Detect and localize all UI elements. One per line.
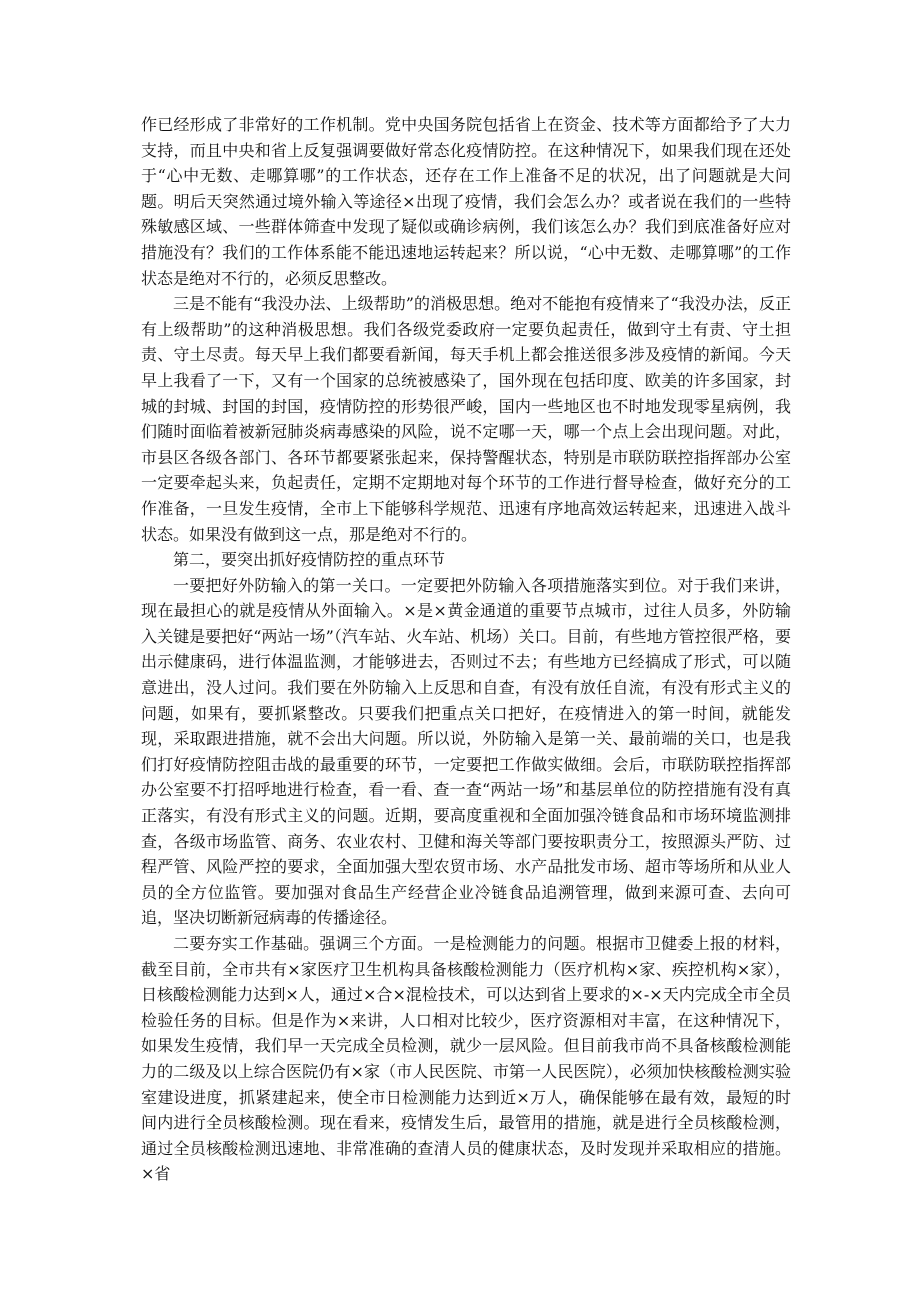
document-body	[141, 112, 791, 1187]
paragraph-no-negative-thinking: 三是不能有“我没办法、上级帮助”的消极思想。绝对不能抱有疫情来了“我没办法，反正有上级帮助”的这种消极思想。我们各级党委政府一定要负起责任，做到守土有责、守土担责、守土尽责。每天早上我们都要看新闻，每天手机上都会推送很多涉及疫情的新闻。今天早上我看了一下，又有一个国家的总统被感染了，国外现在包括印度、欧美的许多国家，封城的封城、封国的封国，疫情防控的形势很严峻，国内一些地区也不时地发现零星病例，我们随时面临着被新冠肺炎病毒感染的风险，说不定哪一天，哪一个点上会出现问题。对此，市县区各级各部门、各环节都要紧张起来，保持警醒状态，特别是市联防联控指挥部办公室一定要牵起头来，负起责任，定期不定期地对每个环节的工作进行督导检查，做好充分的工作准备，一旦发生疫情，全市上下能够科学规范、迅速有序地高效运转起来，迅速进入战斗状态。如果没有做到这一点，那是绝对不行的。	[141, 294, 791, 544]
paragraph-external-input: 一要把好外防输入的第一关口。一定要把外防输入各项措施落实到位。对于我们来讲，现在最担心的就是疫情从外面输入。×是×黄金通道的重要节点城市，过往人员多，外防输入关键是要把好“两站一场”（汽车站、火车站、机场）关口。目前，有些地方管控很严格，要出示健康码，进行体温监测，才能够进去，否则过不去；有些地方已经搞成了形式，可以随意进出，没人过问。我们要在外防输入上反思和自查，有没有放任自流，有没有形式主义的问题，如果有，要抓紧整改。只要我们把重点关口把好，在疫情进入的第一时间，就能发现，采取跟进措施，就不会出大问题。所以说，外防输入是第一关、最前端的关口，也是我们打好疫情防控阻击战的最重要的环节，一定要把工作做实做细。会后，市联防联控指挥部办公室要不打招呼地进行检查，看一看、查一查“两站一场”和基层单位的防控措施有没有真正落实，有没有形式主义的问题。近期，要高度重视和全面加强冷链食品和市场环境监测排查，各级市场监管、商务、农业农村、卫健和海关等部门要按职责分工，按照源头严防、过程严管、风险严控的要求，全面加强大型农贸市场、水产品批发市场、超市等场所和从业人员的全方位监管。要加强对食品生产经营企业冷链食品追溯管理，做到来源可查、去向可追，坚决切断新冠病毒的传播途径。	[141, 575, 791, 928]
paragraph-work-foundation: 二要夯实工作基础。强调三个方面。一是检测能力的问题。根据市卫健委上报的材料，截至目前，全市共有×家医疗卫生机构具备核酸检测能力（医疗机构×家、疾控机构×家），日核酸检测能力达到×人，通过×合×混检技术，可以达到省上要求的×-×天内完成全市全员检验任务的目标。但是作为×来讲，人口相对比较少，医疗资源相对丰富，在这种情况下，如果发生疫情，我们早一天完成全员检测，就少一层风险。但目前我市尚不具备核酸检测能力的二级及以上综合医院仍有×家（市人民医院、市第一人民医院），必须加快核酸检测实验室建设进度，抓紧建起来，使全市日检测能力达到近×万人，确保能够在最有效，最短的时间内进行全员核酸检测。现在看来，疫情发生后，最管用的措施，就是进行全员核酸检测，通过全员核酸检测迅速地、非常准确的查清人员的健康状态，及时发现并采取相应的措施。×省	[141, 934, 791, 1184]
paragraph-work-mechanism: 作已经形成了非常好的工作机制。党中央国务院包括省上在资金、技术等方面都给予了大力支持，而且中央和省上反复强调要做好常态化疫情防控。在这种情况下，如果我们现在还处于“心中无数、走哪算哪”的工作状态，还存在工作上准备不足的状况，出了问题就是大问题。明后天突然通过境外输入等途径×出现了疫情，我们会怎么办？或者说在我们的一些特殊敏感区域、一些群体筛查中发现了疑似或确诊病例，我们该怎么办？我们到底准备好应对措施没有？我们的工作体系能不能迅速地运转起来？所以说，“心中无数、走哪算哪”的工作状态是绝对不行的，必须反思整改。	[141, 115, 791, 288]
section-heading-key-links: 第二，要突出抓好疫情防控的重点环节	[173, 550, 446, 570]
